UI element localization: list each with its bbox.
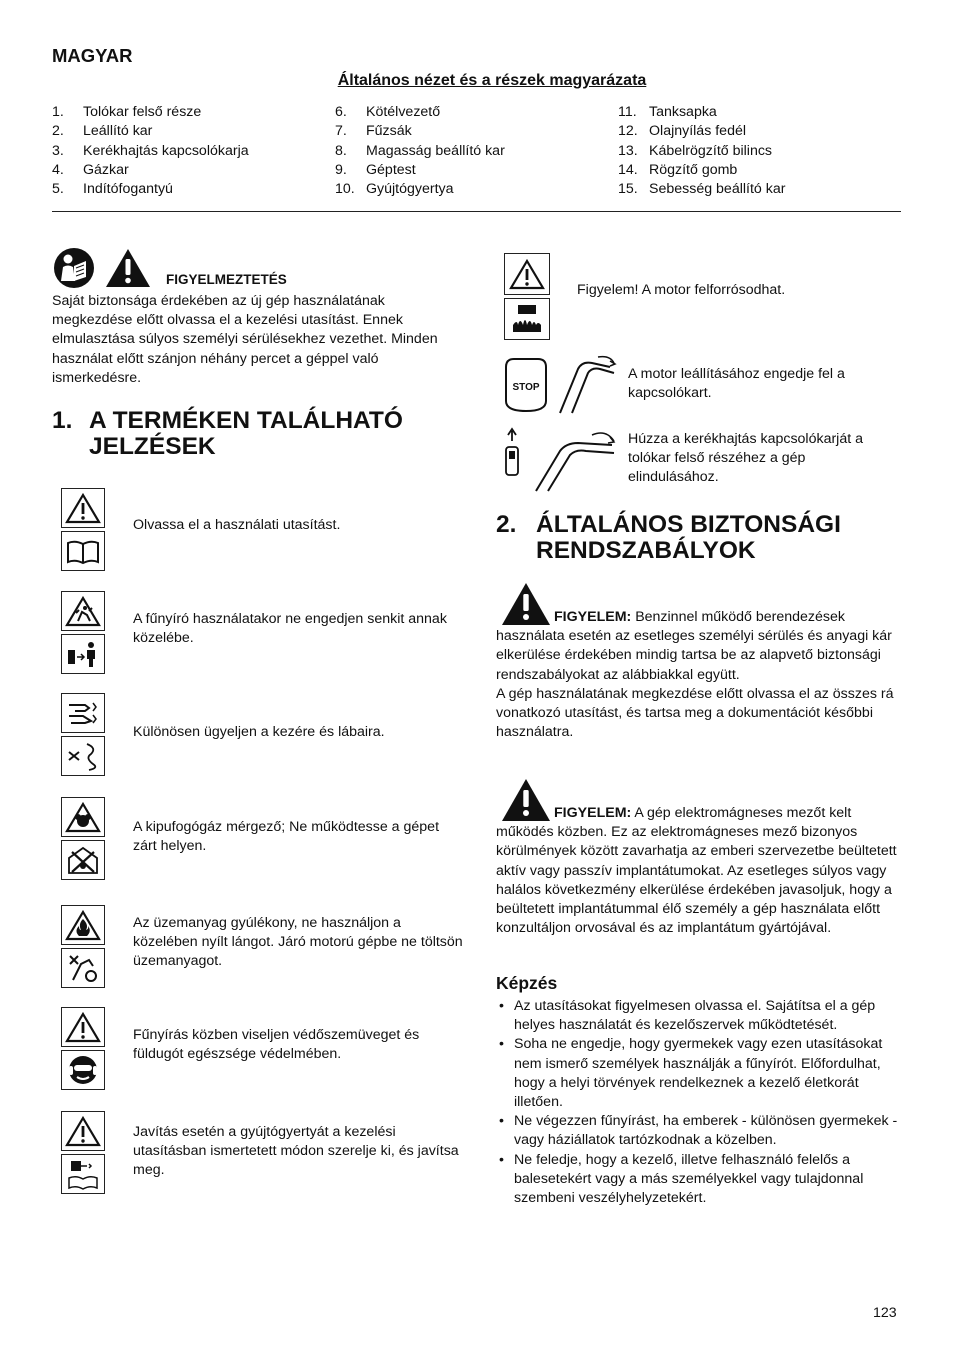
- list-item: 2. Leállító kar: [52, 123, 153, 140]
- warning-label: FIGYELEM:: [554, 805, 632, 821]
- toxic-fumes-icon: [65, 801, 101, 833]
- symbol-text: A fűnyíró használatakor ne engedjen senkit annak közelébe.: [133, 611, 447, 647]
- list-item: 9. Géptest: [335, 161, 416, 178]
- list-item: 7. Fűzsák: [335, 123, 412, 140]
- list-item: 5. Indítófogantyú: [52, 181, 173, 198]
- symbol-text: Különösen ügyeljen a kezére és lábaira.: [133, 724, 385, 740]
- list-item: • Ne végezzen fűnyírást, ha emberek - különösen gyermekek - vagy háziállatok tartózkodnak a közelben.: [496, 1112, 906, 1150]
- list-item: 14. Rögzítő gomb: [618, 161, 738, 178]
- goggles-earmuffs-icon: [65, 1054, 101, 1086]
- manual-book-icon: [65, 535, 101, 567]
- parts-list-col1: [52, 103, 249, 199]
- list-item: 1. Tolókar felső része: [52, 104, 202, 120]
- drive-lever-icon: [500, 425, 622, 495]
- symbol-hands-feet: [61, 693, 107, 779]
- symbol-text: Húzza a kerékhajtás kapcsolókarját a tolókar felső részéhez a gép elindulásához.: [628, 431, 864, 486]
- symbol-text: A kipufogógáz mérgező; Ne működtesse a gépet zárt helyen.: [133, 819, 440, 855]
- divider: [52, 211, 901, 212]
- hot-surface-icon: [509, 303, 545, 335]
- warning-triangle-icon: [104, 247, 152, 289]
- no-refuel-running-icon: [65, 952, 101, 984]
- list-item: 6. Kötélvezető: [335, 104, 441, 120]
- warning-icon: [65, 492, 101, 524]
- warning-block-1: FIGYELEM: Benzinnel működő berendezések használata esetén az esetleges személyi sérülés és anyagi kár elkerülése érdekében mindig tartsa be az alapvető biztonsági rendszabályokat az alábbiakkal együtt. A gép használatának megkezdése előtt olvassa el az összes rá vonatkozó utasítást, és tartsa meg a dokumentációt későbbi használatra.: [496, 581, 902, 742]
- blade-hazard-icon: [65, 740, 101, 772]
- list-item: 10. Gyújtógyertya: [335, 181, 454, 198]
- overview-title: Általános nézet és a részek magyarázata: [337, 72, 647, 89]
- warning-intro-text: Saját biztonsága érdekében az új gép használatának megkezdése előtt olvassa el a kezelési utasítást. Ennek elmulasztása súlyos személyi sérülésekhez vezethet. Minden használat előtt szánjon néhány percet a géppel való ismerkedésre.: [52, 293, 438, 386]
- list-item: 8. Magasság beállító kar: [335, 142, 505, 159]
- symbol-keep-away: [61, 591, 107, 677]
- warning-icon: [65, 1011, 101, 1043]
- symbol-text: Fűnyírás közben viseljen védőszemüveget és füldugót egészsége védelmében.: [133, 1027, 420, 1063]
- list-item: • Ne feledje, hogy a kezelő, illetve felhasználó felelős a balesetekért vagy a más személyekkel vagy tulajdonnal szembeni veszélyhelyzetekért.: [496, 1151, 906, 1209]
- symbol-hot-surface: [504, 253, 550, 343]
- page-number: 123: [873, 1305, 897, 1321]
- training-heading: Képzés: [496, 973, 558, 993]
- symbol-read-manual: [61, 488, 107, 574]
- section2-heading: 2. ÁLTALÁNOS BIZTONSÁGI RENDSZABÁLYOK: [496, 511, 841, 564]
- hand-foot-icon: [65, 697, 101, 729]
- list-item: 13. Kábelrögzítő bilincs: [618, 142, 773, 159]
- flammable-icon: [65, 909, 101, 941]
- training-list: [496, 997, 906, 1208]
- list-item: 12. Olajnyílás fedél: [618, 123, 746, 140]
- warning-triangle-icon: [500, 777, 552, 823]
- warning-text: A gép használatának megkezdése előtt olvassa el az összes rá vonatkozó utasítást, és tartsa meg a dokumentációt későbbi használatra.: [496, 685, 894, 741]
- stop-label: STOP: [512, 382, 540, 393]
- list-item: 3. Kerékhajtás kapcsolókarja: [52, 142, 249, 159]
- warning-icon: [65, 1115, 101, 1147]
- section1-heading: 1. A TERMÉKEN TALÁLHATÓ JELZÉSEK: [52, 407, 403, 460]
- thrown-object-icon: [65, 595, 101, 627]
- symbol-text: A motor leállításához engedje fel a kapcsolókart.: [628, 366, 845, 402]
- symbol-text: Javítás esetén a gyújtógyertyát a kezelési utasításban ismertetett módon szerelje ki, és javítsa meg.: [133, 1124, 459, 1179]
- symbol-text: Az üzemanyag gyúlékony, ne használjon a közelében nyílt lángot. Járó motorú gépbe ne töltsön üzemanyagot.: [133, 915, 463, 970]
- warning-icon: [509, 258, 545, 290]
- warning-header: [52, 247, 287, 289]
- language-label: MAGYAR: [52, 45, 133, 66]
- parts-list-col3: [618, 103, 785, 199]
- symbol-text: Figyelem! A motor felforrósodhat.: [577, 282, 786, 298]
- symbol-fumes: [61, 797, 107, 883]
- spark-plug-manual-icon: [65, 1158, 101, 1190]
- list-item: 11. Tanksapka: [618, 104, 717, 120]
- no-enclosed-space-icon: [65, 844, 101, 876]
- warning-label: FIGYELMEZTETÉS: [166, 272, 287, 287]
- list-item: 4. Gázkar: [52, 161, 129, 178]
- symbol-protection: [61, 1007, 107, 1093]
- list-item: 15. Sebesség beállító kar: [618, 181, 786, 198]
- warning-triangle-icon: [500, 581, 552, 627]
- list-item: • Az utasításokat figyelmesen olvassa el. Sajátítsa el a gép helyes használatát és kezelőszervek működtetését.: [496, 997, 906, 1035]
- keep-distance-icon: [65, 638, 101, 670]
- warning-label: FIGYELEM:: [554, 609, 632, 625]
- stop-lever-icon: [500, 355, 622, 417]
- parts-list-col2: [335, 103, 505, 199]
- symbol-text: Olvassa el a használati utasítást.: [133, 517, 341, 533]
- read-manual-circle-icon: [52, 247, 96, 289]
- warning-block-2: FIGYELEM: A gép elektromágneses mezőt kelt működés közben. Ez az elektromágneses mező bizonyos körülmények között zavarhatja az emberi szervezetbe beültetett aktív vagy passzív implantátumokat. Az esetleges súlyos vagy halálos következmény elkerülése érdekében javasoljuk, hogy a beültetett implantátummal élő személy a gép használata előtt konzultáljon orvosával és az implantátum gyártójával.: [496, 777, 902, 938]
- symbol-flammable: [61, 905, 107, 991]
- list-item: • Soha ne engedje, hogy gyermekek vagy ezen utasításokat nem ismerő személyek használják a fűnyírót. Előfordulhat, hogy a helyi törvények rendelkeznek a kezelő életkorát illetően.: [496, 1035, 906, 1112]
- symbol-spark-plug: [61, 1111, 107, 1197]
